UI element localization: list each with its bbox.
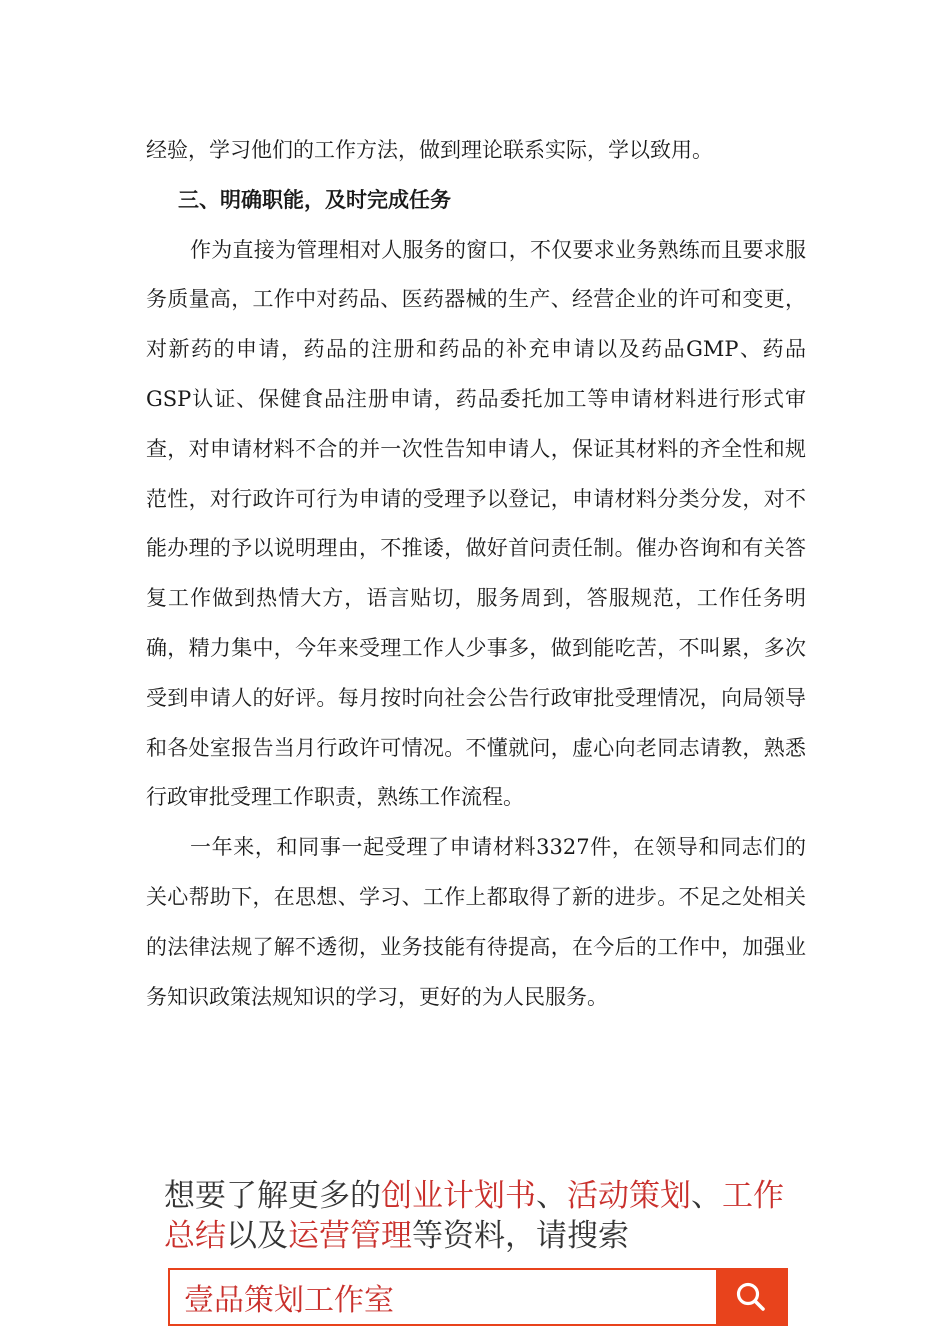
document-body <box>146 126 806 1022</box>
search-icon <box>734 1280 768 1314</box>
promo-segment: 以及 <box>226 1218 288 1254</box>
search-button[interactable] <box>716 1270 786 1324</box>
section-heading: 三、明确职能，及时完成任务 <box>178 187 451 212</box>
promo-segment: 、 <box>691 1178 722 1214</box>
promo-segment: 想要了解更多的 <box>164 1178 381 1214</box>
promo-text <box>164 1176 804 1256</box>
paragraph: 经验，学习他们的工作方法，做到理论联系实际，学以致用。 <box>146 138 713 162</box>
promo-keyword: 创业计划书 <box>381 1178 536 1214</box>
paragraph: 一年来，和同事一起受理了申请材料3327件，在领导和同志们的关心帮助下，在思想、学习、工作上都取得了新的进步。不足之处相关的法律法规了解不透彻，业务技能有待提高，在今后的工作中，加强业务知识政策法规知识的学习，更好的为人民服务。 <box>146 835 806 1009</box>
promo-keyword: 运营管理 <box>288 1218 412 1254</box>
promo-keyword: 活动策划 <box>567 1178 691 1214</box>
promo-keyword: 工作总结 <box>164 1178 784 1254</box>
promo-segment: 等资料，请搜索 <box>412 1218 629 1254</box>
search-bar[interactable] <box>168 1268 788 1326</box>
promo-segment: 、 <box>536 1178 567 1214</box>
paragraph: 作为直接为管理相对人服务的窗口，不仅要求业务熟练而且要求服务质量高，工作中对药品、医药器械的生产、经营企业的许可和变更，对新药的申请，药品的注册和药品的补充申请以及药品GMP、药品GSP认证、保健食品注册申请，药品委托加工等申请材料进行形式审查，对申请材料不合的并一次性告知申请人，保证其材料的齐全性和规范性，对行政许可行为申请的受理予以登记，申请材料分类分发，对不能办理的予以说明理由，不推诿，做好首问责任制。催办咨询和有关答复工作做到热情大方，语言贴切，服务周到，答服规范，工作任务明确，精力集中，今年来受理工作人少事多，做到能吃苦，不叫累，多次受到申请人的好评。每月按时向社会公告行政审批受理情况，向局领导和各处室报告当月行政许可情况。不懂就问，虚心向老同志请教，熟悉行政审批受理工作职责，熟练工作流程。 <box>146 237 806 810</box>
search-input[interactable]: 壹品策划工作室 <box>184 1283 394 1318</box>
